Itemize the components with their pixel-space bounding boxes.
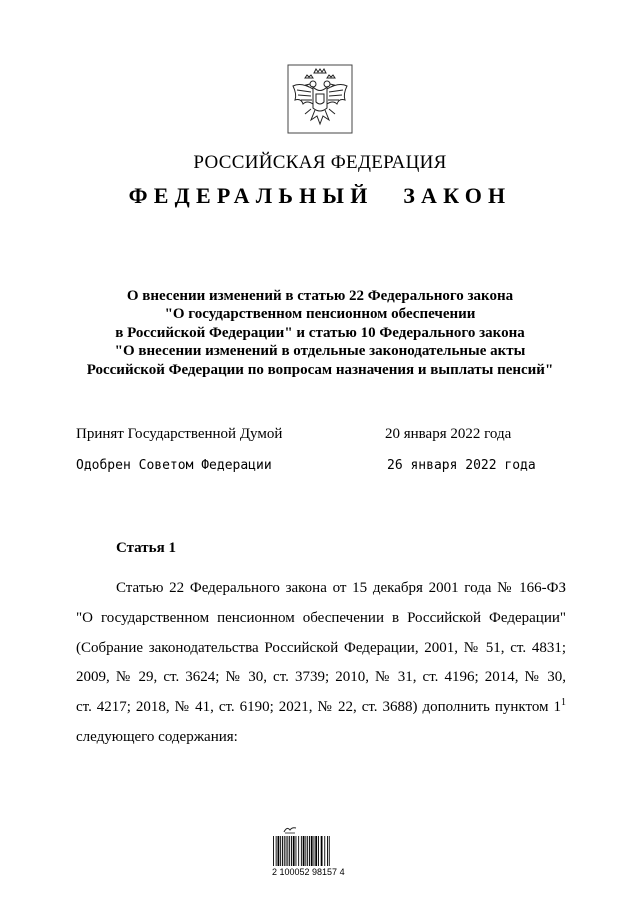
barcode-bar bbox=[321, 836, 323, 866]
barcode-bar bbox=[291, 836, 292, 866]
document-barcode bbox=[272, 824, 362, 880]
article-line-text: ст. 4217; 2018, № 41, ст. 6190; 2021, № 22, ст. 3688) дополнить пунктом 1 bbox=[76, 699, 561, 716]
duma-adoption-date: 20 января 2022 года bbox=[385, 426, 512, 442]
barcode-icon bbox=[272, 836, 362, 866]
barcode-bar bbox=[282, 836, 283, 866]
article-line: 2009, № 29, ст. 3624; № 30, ст. 3739; 2010, № 31, ст. 4196; 2014, № 30, bbox=[76, 669, 566, 686]
law-title-line: Российской Федерации по вопросам назначения и выплаты пенсий" bbox=[86, 361, 554, 378]
barcode-number: 2 100052 98157 4 bbox=[272, 867, 345, 877]
barcode-bar bbox=[329, 836, 330, 866]
barcode-bar bbox=[307, 836, 308, 866]
council-approval-label: Одобрен Советом Федерации bbox=[76, 458, 272, 473]
barcode-bar bbox=[298, 836, 299, 866]
barcode-bar bbox=[276, 836, 277, 866]
article-line: (Собрание законодательства Российской Федерации, 2001, № 51, ст. 4831; bbox=[76, 639, 566, 656]
article-body bbox=[76, 574, 566, 753]
barcode-bar bbox=[318, 836, 319, 866]
duma-adoption-label: Принят Государственной Думой bbox=[76, 426, 283, 442]
law-title-line: "О государственном пенсионном обеспечении bbox=[164, 306, 476, 323]
barcode-bar bbox=[314, 836, 315, 866]
law-title-line: в Российской Федерации" и статью 10 Федерального закона bbox=[115, 324, 525, 341]
barcode-bar bbox=[315, 836, 317, 866]
barcode-bar bbox=[278, 836, 280, 866]
article-line: следующего содержания: bbox=[76, 728, 238, 745]
barcode-bar bbox=[327, 836, 328, 866]
point-superscript: 1 bbox=[561, 697, 566, 709]
barcode-bar bbox=[303, 836, 305, 866]
law-title bbox=[40, 287, 600, 379]
barcode-bar bbox=[286, 836, 287, 866]
council-approval-date: 26 января 2022 года bbox=[387, 458, 536, 473]
barcode-bar bbox=[305, 836, 306, 866]
barcode-bar bbox=[287, 836, 288, 866]
article-line: Статью 22 Федерального закона от 15 декабря 2001 года № 166-ФЗ bbox=[116, 580, 566, 596]
article-line-with-superscript bbox=[76, 693, 566, 723]
barcode-bar bbox=[296, 836, 297, 866]
document-type: ФЕДЕРАЛЬНЫЙ ЗАКОН bbox=[128, 183, 512, 208]
article-heading: Статья 1 bbox=[116, 540, 176, 556]
law-title-line: "О внесении изменений в отдельные законодательные акты bbox=[114, 343, 526, 360]
barcode-bar bbox=[324, 836, 325, 866]
barcode-bar bbox=[273, 836, 274, 866]
barcode-bar bbox=[284, 836, 285, 866]
law-title-line: О внесении изменений в статью 22 Федерального закона bbox=[126, 288, 514, 304]
article-line: "О государственном пенсионном обеспечении в Российской Федерации" bbox=[76, 609, 566, 626]
barcode-bar bbox=[280, 836, 281, 866]
barcode-bar bbox=[293, 836, 295, 866]
barcode-bar bbox=[309, 836, 310, 866]
barcode-bar bbox=[289, 836, 290, 866]
country-name: РОССИЙСКАЯ ФЕДЕРАЦИЯ bbox=[193, 152, 447, 173]
printer-mark-icon bbox=[282, 824, 298, 834]
coat-of-arms-icon bbox=[287, 64, 353, 134]
barcode-bar bbox=[311, 836, 313, 866]
barcode-bar bbox=[301, 836, 302, 866]
